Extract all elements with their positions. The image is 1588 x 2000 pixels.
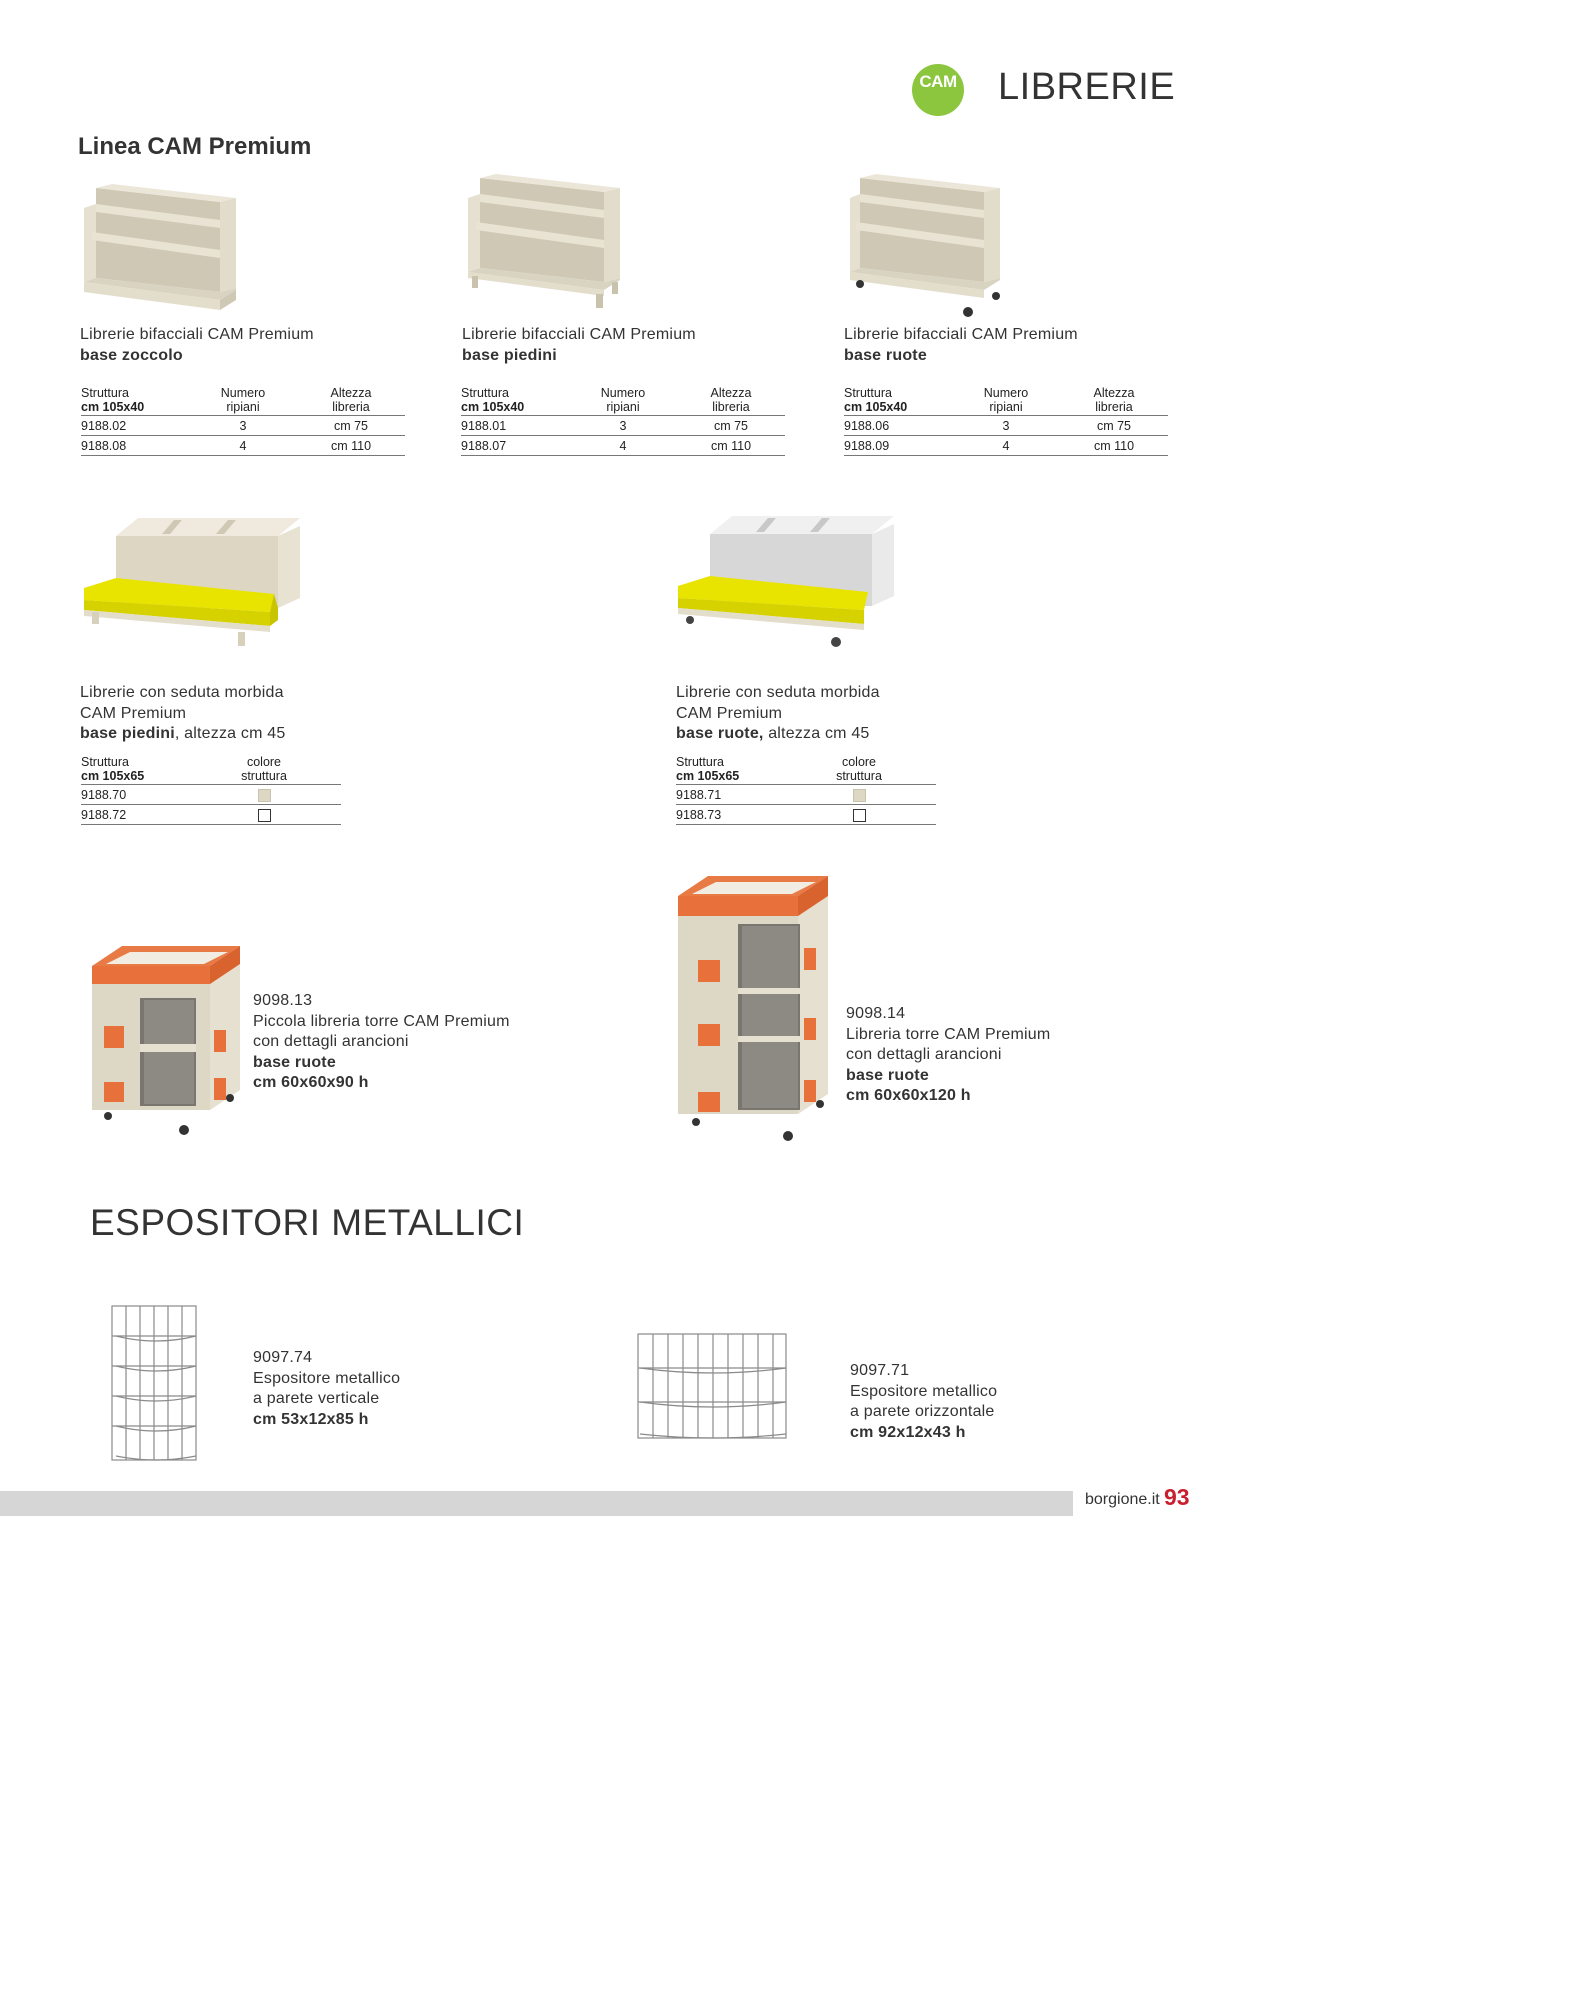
bookcase-plinth-desc [80, 325, 314, 366]
bookcase-plinth-table [81, 386, 405, 456]
product-size: cm 53x12x85 h [253, 1410, 369, 1428]
shelves-count: 4 [189, 436, 297, 456]
shelves-count: 3 [189, 416, 297, 436]
seat-feet-desc [80, 683, 285, 745]
table-row [844, 436, 1168, 456]
product-code: 9097.74 [253, 1349, 313, 1366]
product-base: base piedini [80, 725, 175, 742]
product-code: 9097.71 [850, 1362, 910, 1379]
shelves-count: 3 [569, 416, 677, 436]
table-row [81, 785, 341, 805]
tall-tower-image [674, 868, 834, 1146]
product-line-2: CAM Premium [80, 704, 187, 722]
col-libreria: libreria [1095, 400, 1133, 414]
product-detail: a parete verticale [253, 1390, 380, 1407]
product-height: , altezza cm 45 [174, 725, 286, 742]
col-numero: Numero [983, 386, 1029, 400]
col-size: cm 105x65 [81, 769, 145, 783]
col-struttura: Struttura [461, 386, 509, 400]
col-struttura: Struttura [676, 755, 724, 769]
product-code: 9188.71 [676, 785, 804, 805]
col-libreria: libreria [712, 400, 750, 414]
color-swatch [258, 809, 271, 822]
product-code: 9188.01 [461, 416, 569, 436]
seat-wheels-table [676, 755, 936, 825]
bookcase-plinth-image [80, 180, 250, 320]
seat-bookcase-wheels-image [676, 512, 901, 657]
product-code: 9188.09 [844, 436, 952, 456]
col-size: cm 105x40 [81, 400, 145, 414]
col-struttura: Struttura [844, 386, 892, 400]
table-row [461, 416, 785, 436]
bookcase-feet-table [461, 386, 785, 456]
color-swatch [258, 789, 271, 802]
height-value: cm 110 [297, 436, 405, 456]
table-row [81, 436, 405, 456]
col-size: cm 105x40 [844, 400, 908, 414]
seat-bookcase-feet-image [82, 512, 307, 657]
col-size: cm 105x40 [461, 400, 525, 414]
col-altezza: Altezza [1093, 386, 1135, 400]
bookcase-feet-desc [462, 325, 696, 366]
cam-logo [912, 64, 964, 116]
col-libreria: libreria [332, 400, 370, 414]
bookcase-feet-image [462, 172, 632, 322]
product-line: Librerie bifacciali CAM Premium [844, 326, 1078, 343]
product-code: 9188.70 [81, 785, 209, 805]
seat-wheels-desc [676, 683, 880, 745]
product-base: base ruote [846, 1066, 929, 1084]
product-line-2: CAM Premium [676, 704, 783, 722]
product-height: altezza cm 45 [763, 725, 870, 742]
height-value: cm 75 [1060, 416, 1168, 436]
height-value: cm 75 [297, 416, 405, 436]
small-tower-desc [253, 991, 510, 1094]
product-line: Librerie bifacciali CAM Premium [80, 326, 314, 343]
col-numero: Numero [220, 386, 266, 400]
footer-site[interactable]: borgione.it [1085, 1491, 1160, 1508]
product-detail: con dettagli arancioni [253, 1033, 409, 1050]
bookcase-wheels-desc [844, 325, 1078, 366]
product-base: base piedini [462, 346, 557, 364]
table-row [461, 436, 785, 456]
col-altezza: Altezza [330, 386, 372, 400]
col-colore: colore [841, 755, 877, 769]
product-code: 9188.73 [676, 805, 804, 825]
small-tower-image [90, 940, 245, 1138]
product-name: Libreria torre CAM Premium [846, 1025, 1051, 1043]
product-code: 9188.08 [81, 436, 189, 456]
col-size: cm 105x65 [676, 769, 740, 783]
color-swatch [853, 809, 866, 822]
product-base: base ruote, [676, 725, 764, 742]
metal-section-title: ESPOSITORI METALLICI [90, 1202, 525, 1243]
bookcase-wheels-image [846, 172, 1016, 322]
product-detail: con dettagli arancioni [846, 1046, 1002, 1063]
horizontal-wire-rack-image [634, 1330, 790, 1442]
col-ripiani: ripiani [989, 400, 1023, 414]
bookcase-wheels-table [844, 386, 1168, 456]
col-struttura: Struttura [81, 386, 129, 400]
product-name: Espositore metallico [253, 1369, 401, 1387]
page-number: 93 [1164, 1484, 1190, 1510]
color-swatch [853, 789, 866, 802]
product-name: Piccola libreria torre CAM Premium [253, 1012, 510, 1030]
col-altezza: Altezza [710, 386, 752, 400]
col-struttura: Struttura [81, 755, 129, 769]
product-code: 9188.72 [81, 805, 209, 825]
col-struttura-2: struttura [241, 769, 287, 783]
product-size: cm 92x12x43 h [850, 1423, 966, 1441]
height-value: cm 75 [677, 416, 785, 436]
product-code: 9098.14 [846, 1005, 906, 1022]
product-line: Librerie bifacciali CAM Premium [462, 326, 696, 343]
product-name: Espositore metallico [850, 1382, 998, 1400]
product-base: base zoccolo [80, 346, 183, 364]
col-ripiani: ripiani [226, 400, 260, 414]
table-row [81, 805, 341, 825]
height-value: cm 110 [1060, 436, 1168, 456]
table-row [81, 416, 405, 436]
cam-logo-text: CAM [919, 72, 957, 91]
product-code: 9098.13 [253, 992, 313, 1009]
product-detail: a parete orizzontale [850, 1403, 995, 1420]
product-base: base ruote [253, 1053, 336, 1071]
shelves-count: 4 [569, 436, 677, 456]
tall-tower-desc [846, 1004, 1050, 1107]
col-ripiani: ripiani [606, 400, 640, 414]
product-size: cm 60x60x90 h [253, 1074, 369, 1091]
product-code: 9188.06 [844, 416, 952, 436]
product-size: cm 60x60x120 h [846, 1087, 971, 1104]
shelves-count: 3 [952, 416, 1060, 436]
col-colore: colore [246, 755, 282, 769]
shelves-count: 4 [952, 436, 1060, 456]
col-numero: Numero [600, 386, 646, 400]
section-title: Linea CAM Premium [78, 133, 312, 160]
horizontal-rack-desc [850, 1361, 997, 1443]
footer-bar [0, 1491, 1073, 1516]
vertical-wire-rack-image [108, 1302, 202, 1466]
table-row [676, 805, 936, 825]
product-line: Librerie con seduta morbida [676, 684, 880, 701]
vertical-rack-desc [253, 1348, 400, 1430]
page-title: LIBRERIE [998, 66, 1176, 108]
height-value: cm 110 [677, 436, 785, 456]
product-base: base ruote [844, 346, 927, 364]
product-line: Librerie con seduta morbida [80, 684, 284, 701]
table-row [844, 416, 1168, 436]
table-row [676, 785, 936, 805]
col-struttura-2: struttura [836, 769, 882, 783]
seat-feet-table [81, 755, 341, 825]
product-code: 9188.07 [461, 436, 569, 456]
product-code: 9188.02 [81, 416, 189, 436]
